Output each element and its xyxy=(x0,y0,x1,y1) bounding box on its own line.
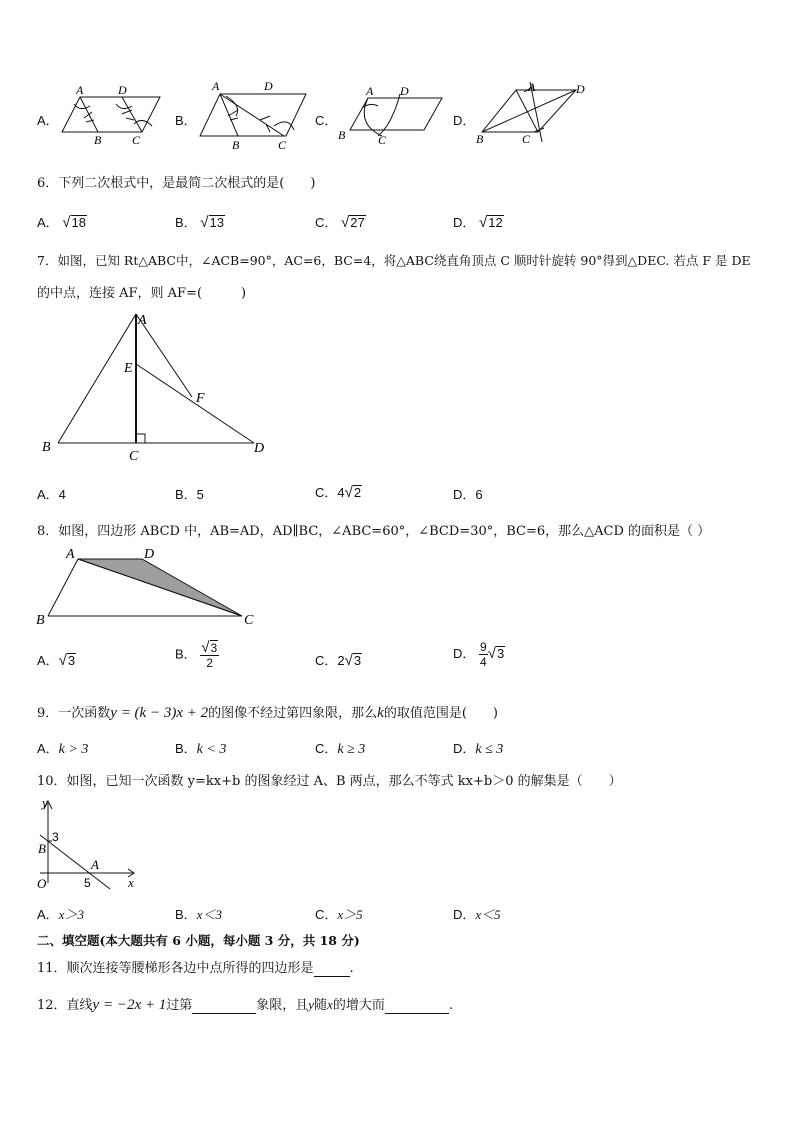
sqrt-icon: √ xyxy=(200,214,209,231)
q11-answer-blank[interactable] xyxy=(314,961,350,977)
q10-label-a: A xyxy=(91,857,99,872)
q12-end: . xyxy=(448,998,453,1013)
q6-option-a-label: A． xyxy=(37,215,59,230)
q8-option-c-coef: 2 xyxy=(337,653,345,668)
q10-option-d-value: x＜5 xyxy=(475,907,501,922)
q6-option-b-radicand: 13 xyxy=(209,215,224,230)
q12-mid4: 的增大而 xyxy=(332,998,385,1013)
q10-tick-5: 5 xyxy=(84,876,91,890)
q12-prefix: 12．直线 xyxy=(37,998,93,1013)
q5b-label-b: B xyxy=(232,138,240,152)
q7-question-line2: 的中点，连接 AF，则 AF=( ) xyxy=(37,286,247,301)
q9-question xyxy=(37,702,498,722)
q7-label-e: E xyxy=(124,361,133,376)
q7-label-b: B xyxy=(42,440,51,455)
q5c-label-c: C xyxy=(378,133,387,147)
q6-option-a-radicand: 18 xyxy=(71,215,86,230)
q6-option-b xyxy=(175,212,225,231)
q6-option-a xyxy=(37,212,87,231)
q9-option-c-value: k ≥ 3 xyxy=(337,742,366,757)
q7-option-d xyxy=(453,484,483,503)
q5a-label-a: A xyxy=(76,83,84,97)
q5d-label-c: C xyxy=(522,132,531,146)
q7-option-c-radicand: 2 xyxy=(353,485,362,500)
q6-question: 6．下列二次根式中，是最简二次根式的是( ) xyxy=(37,176,316,191)
q9-formula: y = (k − 3)x + 2 xyxy=(110,705,209,721)
q9-option-c xyxy=(315,738,365,758)
q8-label-c: C xyxy=(244,613,254,628)
q8-label-b: B xyxy=(36,613,45,628)
q10-option-a-value: x＞3 xyxy=(58,907,84,922)
q10-option-a-label: A． xyxy=(37,907,59,922)
q8-option-d-den: 4 xyxy=(480,655,487,669)
sqrt-icon: √ xyxy=(58,652,67,669)
q7-option-d-label: D． xyxy=(453,487,476,502)
q8-option-a-label: A． xyxy=(37,653,59,668)
q5-figure-b xyxy=(198,80,310,152)
q10-label-o: O xyxy=(37,876,47,891)
q5-figure-d xyxy=(476,80,588,152)
q7-label-a: A xyxy=(138,313,147,328)
q7-label-c: C xyxy=(129,449,139,464)
q8-option-b-den: 2 xyxy=(206,656,214,670)
q9-prefix: 9．一次函数 xyxy=(37,706,111,721)
q8-label-a: A xyxy=(66,547,75,562)
q5-option-d-label: D． xyxy=(453,113,476,128)
q9-option-a-label: A． xyxy=(37,741,59,756)
q7-option-a-value: 4 xyxy=(58,487,66,502)
q5c-label-a: A xyxy=(366,84,374,98)
q8-option-c-radicand: 3 xyxy=(353,653,362,668)
q5d-label-b: B xyxy=(476,132,484,146)
q5a-label-b: B xyxy=(94,133,102,147)
q10-option-a xyxy=(37,904,84,923)
q12-question xyxy=(37,994,453,1014)
q7-option-c-label: C． xyxy=(315,485,338,500)
sqrt-icon: √ xyxy=(344,484,353,501)
q5b-label-c: C xyxy=(278,138,287,152)
q5c-label-d: D xyxy=(400,84,409,98)
q9-tail: 的取值范围是( ) xyxy=(383,706,498,721)
q10-option-d xyxy=(453,904,501,923)
q10-option-b-value: x＜3 xyxy=(196,907,222,922)
q10-question: 10．如图，已知一次函数 y=kx+b 的图象经过 A、B 两点，那么不等式 kx+b＞0 的解集是（ ） xyxy=(37,774,622,789)
q10-option-c-value: x＞5 xyxy=(337,907,363,922)
q7-option-b-value: 5 xyxy=(196,487,204,502)
q6-option-c-label: C． xyxy=(315,215,338,230)
q8-option-c-label: C． xyxy=(315,653,338,668)
q12-mid1: 过第 xyxy=(166,998,193,1013)
q12-mid2: 象限，且 xyxy=(256,998,309,1013)
sqrt-icon: √ xyxy=(344,652,353,669)
q5-figure-c xyxy=(338,84,448,150)
q9-suffix: 的图像不经过第四象限，那么 xyxy=(208,706,378,721)
q11-text: 11．顺次连接等腰梯形各边中点所得的四边形是 xyxy=(37,961,314,976)
q5c-label-b: B xyxy=(338,128,346,142)
q10-label-x: x xyxy=(128,875,134,890)
q6-option-b-label: B． xyxy=(175,215,197,230)
q5b-label-d: D xyxy=(264,79,273,93)
q12-blank-quadrant[interactable] xyxy=(192,998,256,1014)
q6-option-d xyxy=(453,212,504,231)
q12-mid3: 随 xyxy=(314,998,328,1013)
q7-option-a-label: A． xyxy=(37,487,59,502)
q12-y: y xyxy=(308,997,315,1012)
q8-option-a-radicand: 3 xyxy=(67,653,76,668)
q10-figure xyxy=(34,795,144,895)
q5a-label-d: D xyxy=(118,83,127,97)
q10-option-c-label: C． xyxy=(315,907,338,922)
q7-option-b-label: B． xyxy=(175,487,197,502)
q9-option-a xyxy=(37,738,88,758)
q10-label-y: y xyxy=(42,795,48,810)
q8-figure xyxy=(36,546,266,628)
q5-option-c-label: C． xyxy=(315,113,338,128)
q9-option-d-label: D． xyxy=(453,741,476,756)
sqrt-icon: √ xyxy=(62,214,71,231)
q5b-label-a: A xyxy=(212,79,220,93)
q5a-label-c: C xyxy=(132,133,141,147)
q12-x: x xyxy=(327,997,333,1012)
q7-label-f: F xyxy=(196,391,205,406)
q8-option-b-num: 3 xyxy=(210,641,218,655)
q10-tick-3: 3 xyxy=(52,830,59,844)
sqrt-icon: √ xyxy=(479,214,488,231)
q8-label-d: D xyxy=(144,547,155,562)
q9-option-b-value: k < 3 xyxy=(196,742,227,757)
sqrt-icon: √ xyxy=(201,639,210,656)
q8-option-b xyxy=(175,640,219,670)
q6-option-d-label: D． xyxy=(453,215,476,230)
q7-question-line1: 7．如图，已知 Rt△ABC中，∠ACB=90°，AC=6，BC=4，将△ABC绕直角顶点 C 顺时针旋转 90°得到△DEC. 若点 F 是 DE xyxy=(37,253,751,268)
q9-option-a-value: k > 3 xyxy=(58,742,89,757)
q8-option-d-fraction xyxy=(479,640,488,669)
q8-option-d-radicand: 3 xyxy=(496,645,505,661)
sqrt-icon: √ xyxy=(341,214,350,231)
q7-option-d-value: 6 xyxy=(475,487,483,502)
q9-option-b xyxy=(175,738,226,758)
q5d-label-a: A xyxy=(528,80,536,94)
q7-option-a xyxy=(37,484,66,503)
q7-option-c xyxy=(315,482,362,501)
q8-question: 8．如图，四边形 ABCD 中，AB=AD，AD∥BC，∠ABC=60°，∠BCD=30°，BC=6，那么△ACD 的面积是（ ） xyxy=(37,524,711,539)
q10-option-b xyxy=(175,904,222,923)
q5d-label-d: D xyxy=(576,82,585,96)
q5-option-a-label: A． xyxy=(37,113,59,128)
q10-option-d-label: D． xyxy=(453,907,476,922)
q8-option-d-label: D． xyxy=(453,645,476,661)
q9-k: k xyxy=(377,705,384,721)
q7-option-b xyxy=(175,484,204,503)
q10-label-b: B xyxy=(38,841,46,856)
q11-question xyxy=(37,957,354,977)
q9-option-c-label: C． xyxy=(315,741,338,756)
q8-option-b-label: B． xyxy=(175,646,197,662)
q8-option-d xyxy=(453,640,505,669)
sqrt-icon: √ xyxy=(487,644,496,662)
q9-option-b-label: B． xyxy=(175,741,197,756)
q6-option-d-radicand: 12 xyxy=(488,215,503,230)
q12-blank-trend[interactable] xyxy=(385,998,449,1014)
section-heading: 二、填空题(本大题共有 6 小题，每小题 3 分，共 18 分) xyxy=(37,933,360,948)
q8-option-c xyxy=(315,650,362,669)
q7-figure xyxy=(40,310,280,465)
q9-option-d xyxy=(453,738,503,758)
q12-formula: y = −2x + 1 xyxy=(92,997,167,1013)
q10-option-c xyxy=(315,904,363,923)
q5-option-b-label: B． xyxy=(175,113,197,128)
q7-label-d: D xyxy=(254,441,265,456)
q6-option-c xyxy=(315,212,366,231)
q7-option-c-coef: 4 xyxy=(337,485,345,500)
q5-figure-a xyxy=(60,84,170,149)
q6-option-c-radicand: 27 xyxy=(350,215,365,230)
q8-option-b-fraction xyxy=(200,640,219,670)
q9-option-d-value: k ≤ 3 xyxy=(475,742,504,757)
q8-option-d-num: 9 xyxy=(480,640,487,654)
q8-option-a xyxy=(37,650,76,669)
q10-option-b-label: B． xyxy=(175,907,197,922)
q11-end: . xyxy=(349,961,354,976)
